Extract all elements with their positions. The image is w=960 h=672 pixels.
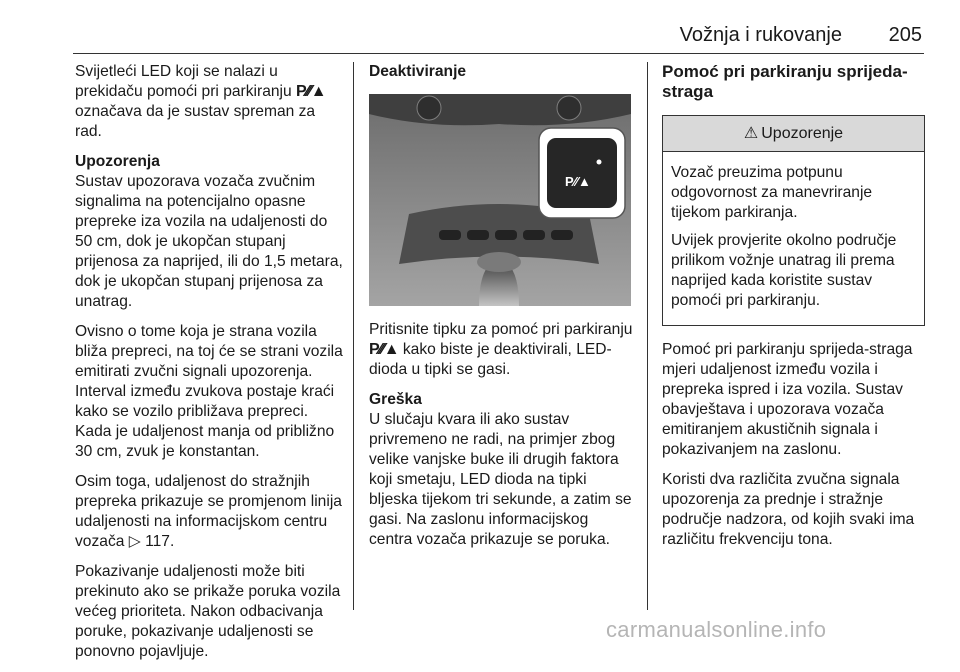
park-assist-symbol-icon: P⁄⁄⁄▲: [369, 341, 399, 358]
warning-text-2: Uvijek provjerite okolno područje prilikom vožnje unatrag ili prema naprijed kada koristite sustav pomoći pri parkiranju.: [671, 232, 897, 309]
section-title: Vožnja i rukovanje: [679, 24, 842, 46]
warning-body: [663, 152, 924, 325]
park-assist-button-photo: [369, 94, 631, 306]
paragraph-signals: Koristi dva različita zvučna signala upozorenja za prednje i stražnje područje nadzora, od kojih svaki ima različitu frekvenciju tona.: [662, 471, 915, 548]
paragraph-warnings: Sustav upozorava vozača zvučnim signalima na potencijalno opasne prepreke iza vozila na udaljenosti do 50 cm, dok je ukopčan stupanj prijenosa za naprijed, ili do 1,5 metara, dok je ukopčan stupanj prijenosa za unatrag.: [75, 173, 343, 310]
warning-text-1: Vozač preuzima potpunu odgovornost za manevriranje tijekom parkiranja.: [671, 164, 873, 221]
paragraph-side: Ovisno o tome koja je strana vozila bliža prepreci, na toj će se strani vozila emitirati zvučni signali upozorenja. Interval između zvukova postaje kraći kako se vozilo približava prepreci. Kada je udaljenost manja od približno 30 cm, zvuk je konstantan.: [75, 323, 343, 460]
page-header: [0, 0, 960, 56]
paragraph-fault: U slučaju kvara ili ako sustav privremeno ne radi, na primjer zbog velike vanjske buke ili drugih faktora koji smetaju, LED dioda na tipki bljeska tijekom tri sekunde, a zatim se gasi. Na zaslonu informacijskog centra vozača prikazuje se poruka.: [369, 411, 632, 548]
paragraph-deactivate: Pritisnite tipku za pomoć pri parkiranju P⁄⁄⁄▲ kako biste je deaktivirali, LED-dioda u tipki se gasi.: [369, 321, 633, 378]
paragraph-led-status: Svijetleći LED koji se nalazi u prekidaču pomoći pri parkiranju P⁄⁄⁄▲ označava da je sustav spreman za rad.: [75, 63, 326, 140]
paragraph-distance-lines: Osim toga, udaljenost do stražnjih prepreka prikazuje se promjenom linija udaljenosti na informacijskom centru vozača ▷ 117.: [75, 473, 342, 550]
park-assist-symbol-icon: P⁄⁄⁄▲: [296, 83, 326, 100]
column-divider-2: [647, 62, 648, 610]
paragraph-measure: Pomoć pri parkiranju sprijeda-straga mjeri udaljenost između vozila i prepreka ispred i iza vozila. Sustav obavještava i upozorava vozača emitiranjem akustičnih signala i pokazivanjem na zaslonu.: [662, 341, 913, 458]
heading-deaktiviranje: Deaktiviranje: [369, 63, 467, 80]
warning-box: [662, 115, 925, 326]
header-rule: [73, 53, 924, 54]
console-illustration: [369, 94, 631, 306]
page-number: 205: [888, 24, 922, 46]
page-reference-arrow-icon: ▷: [128, 533, 141, 550]
warning-triangle-icon: ⚠: [743, 124, 759, 142]
button-park-symbol-icon: P⁄⁄▲: [565, 174, 591, 189]
section-heading-front-rear: Pomoć pri parkiranju sprijeda-straga: [662, 62, 908, 101]
column-3: [662, 62, 927, 560]
heading-greska: Greška: [369, 391, 422, 408]
watermark: carmanualsonline.info: [606, 617, 827, 642]
column-divider-1: [353, 62, 354, 610]
warning-header: [663, 116, 924, 152]
page-reference-link[interactable]: 117.: [145, 533, 175, 550]
paragraph-interruption: Pokazivanje udaljenosti može biti prekinuto ako se prikaže poruka vozila većeg prioriteta. Nakon odbacivanja poruke, pokazivanje udaljenosti se ponovno pojavljuje.: [75, 563, 341, 660]
column-2: [369, 62, 634, 560]
warning-title: Upozorenje: [761, 124, 844, 142]
column-1: [75, 62, 345, 672]
heading-upozorenja: Upozorenja: [75, 153, 160, 170]
